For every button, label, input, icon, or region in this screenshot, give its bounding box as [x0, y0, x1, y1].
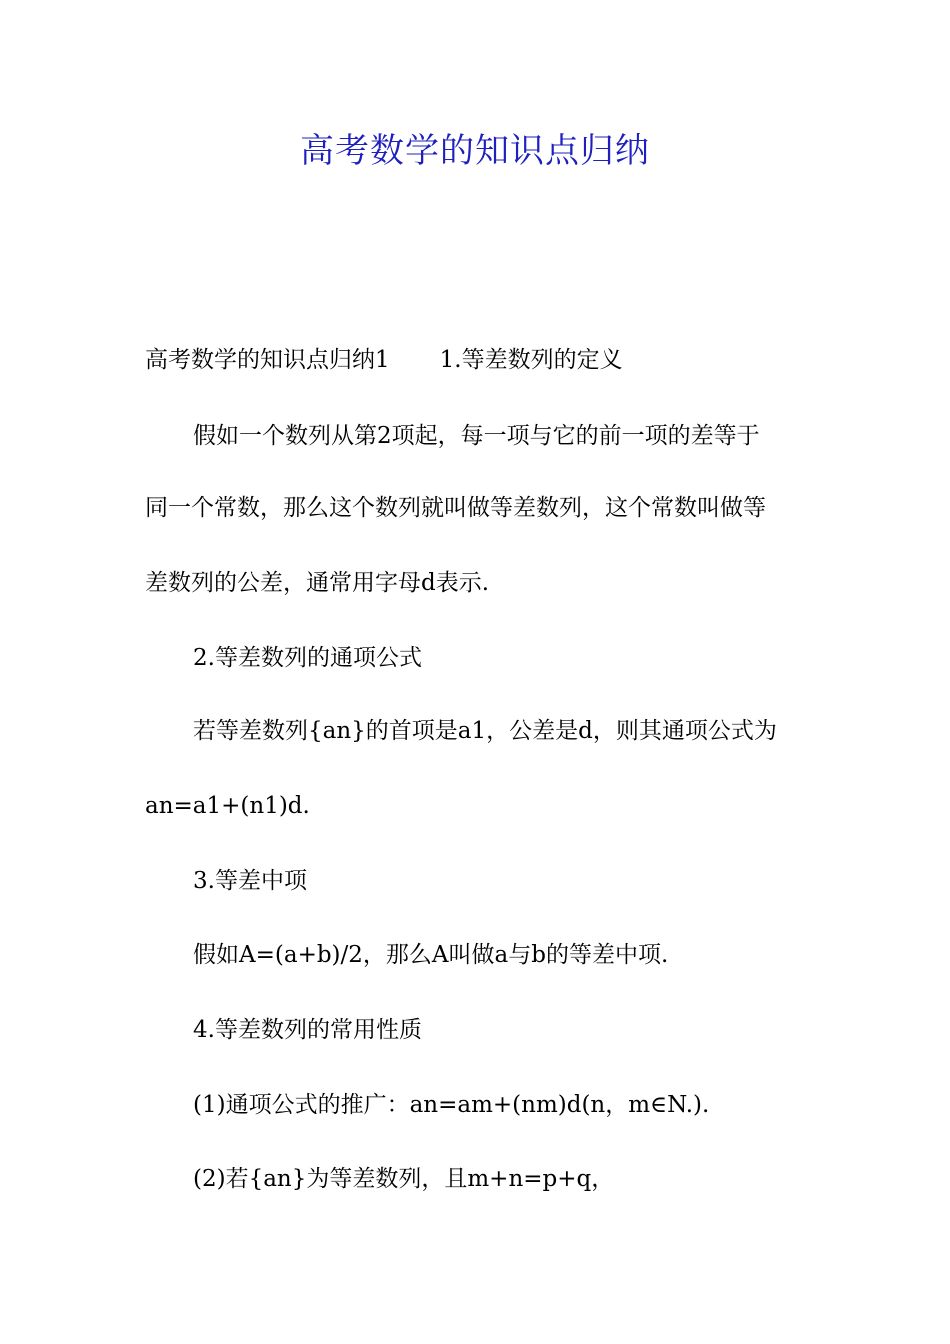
paragraph1-line1: 假如一个数列从第2项起，每一项与它的前一项的差等于 [193, 423, 760, 449]
document-title: 高考数学的知识点归纳 [300, 131, 650, 171]
paragraph3: 假如A=(a+b)/2，那么A叫做a与b的等差中项. [193, 942, 669, 968]
paragraph1-line3: 差数列的公差，通常用字母d表示. [145, 570, 490, 596]
paragraph1-line2: 同一个常数，那么这个数列就叫做等差数列，这个常数叫做等 [145, 495, 766, 521]
item1-heading: 1.等差数列的定义 [439, 347, 623, 373]
section-heading: 高考数学的知识点归纳1 [145, 347, 390, 373]
section-heading-line [145, 342, 623, 378]
property2: (2)若{an}为等差数列，且m+n=p+q， [193, 1166, 615, 1192]
paragraph2-line1: 若等差数列{an}的首项是a1，公差是d，则其通项公式为 [193, 718, 777, 744]
item3-heading: 3.等差中项 [193, 868, 307, 894]
item4-heading: 4.等差数列的常用性质 [193, 1017, 422, 1043]
property1: (1)通项公式的推广：an=am+(nm)d(n，m∈N.). [193, 1092, 710, 1118]
paragraph2-line2: an=a1+(n1)d. [145, 793, 310, 819]
item2-heading: 2.等差数列的通项公式 [193, 645, 422, 671]
